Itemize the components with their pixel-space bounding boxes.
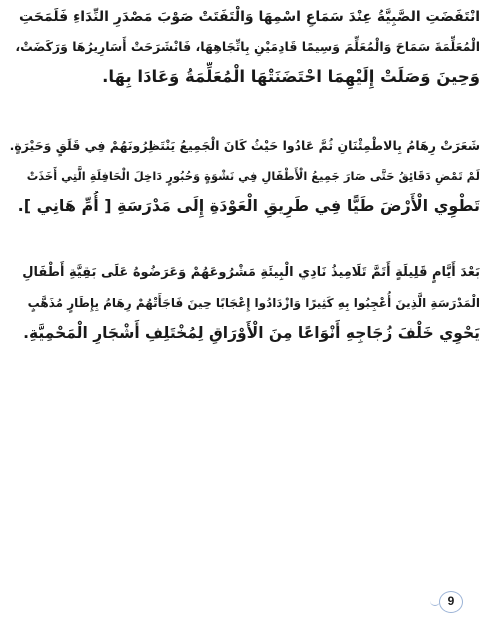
paragraph-line: الْمُعَلِّمَةَ سَمَاحَ وَالْمُعَلِّمَ وَسِيمًا قَادِمَيْنِ بِاتِّجَاهِهَا، فَانْشَرَحَتْ أَسَارِيرُهَا وَرَكَضَتْ، [15,39,480,54]
page-number [436,591,466,615]
paragraph-2 [10,131,480,221]
paragraph-line: يَحْوِي خَلْفَ زُجَاجِهِ أَنْوَاعًا مِنَ الْأَوْرَاقِ لِمُخْتَلِفِ أَشْجَارِ الْمَحْمِيَّةِ. [23,324,480,342]
paragraph-1 [10,2,480,92]
paragraph-3 [10,258,480,348]
paragraph-line: لَمْ تَمْضِ دَقَائِقُ حَتَّى صَارَ جَمِيعُ الْأَطْفَالِ فِي نَشْوَةٍ وَحُبُورٍ دَاخِلَ الْحَافِلَةِ الَّتِي أَخَذَتْ [26,169,480,183]
paragraph-line: وَحِينَ وَصَلَتْ إِلَيْهِمَا احْتَضَنَتْهَا الْمُعَلِّمَةُ وَعَادَا بِهَا. [102,67,480,86]
paragraph-line: انْتَفَضَتِ الصَّبِيَّةُ عِنْدَ سَمَاعِ اسْمِهَا وَالْتَفَتَتْ صَوْبَ مَصْدَرِ النِّدَاءِ فَلَمَحَتِ [19,9,480,25]
paragraph-line: بَعْدَ أَيَّامٍ قَلِيلَةٍ أَتَمَّ تَلَامِيذُ نَادِي الْبِيئَةِ مَشْرُوعَهُمْ وَعَرَضُوهُ عَلَى بَقِيَّةِ أَطْفَالِ [22,265,480,280]
paragraph-line: تَطْوِي الْأَرْضَ طَيًّا فِي طَرِيقِ الْعَوْدَةِ إِلَى مَدْرَسَةِ [ أُمِّ هَانِي ]. [17,196,480,215]
paragraph-line: الْمَدْرَسَةِ الَّذِينَ أُعْجِبُوا بِهِ كَثِيرًا وَازْدَادُوا إِعْجَابًا حِينَ فَاجَأَتْهُمْ رِهَامُ بِإِطَارٍ مُذَهَّبٍ [27,296,480,310]
page-number-label: 9 [439,591,463,613]
paragraph-line: شَعَرَتْ رِهَامُ بِالاطْمِئْنَانِ ثُمَّ عَادُوا حَيْثُ كَانَ الْجَمِيعُ يَنْتَظِرُونَهُمْ فِي قَلَقٍ وَحَيْرَةٍ. [10,138,480,153]
